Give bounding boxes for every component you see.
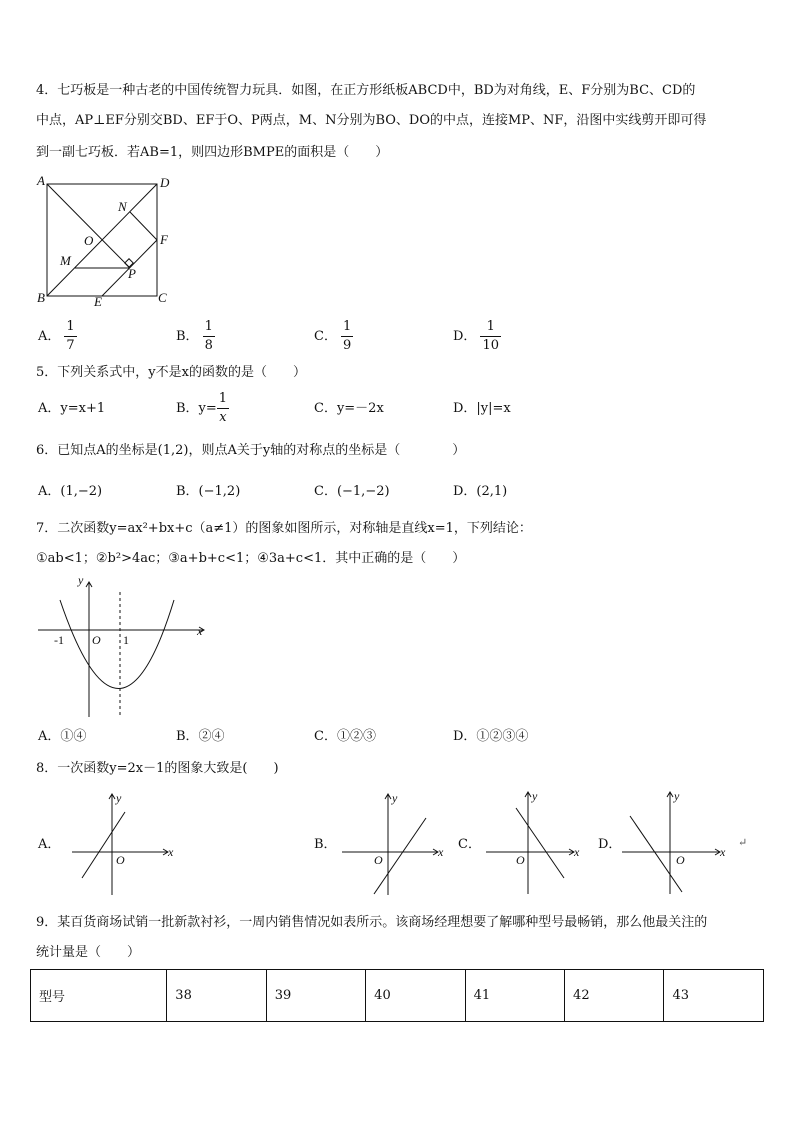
label-x: x: [720, 845, 726, 859]
fraction-numerator: 1: [480, 318, 501, 337]
graph-line: [516, 808, 564, 878]
q8-graph-d[interactable]: [620, 788, 730, 898]
q8-option-b-label[interactable]: B．: [314, 837, 337, 852]
label-d: D: [160, 175, 170, 190]
q8-graph-c[interactable]: [484, 788, 584, 898]
option-letter: D．: [453, 329, 477, 344]
fraction-numerator: 1: [341, 318, 353, 337]
graph-line: [82, 812, 125, 878]
segment-nf: [130, 212, 157, 240]
q7-option-c[interactable]: C．①②③: [314, 729, 376, 744]
fraction-denominator: 7: [66, 338, 75, 353]
q7-option-a[interactable]: A．①④: [38, 729, 87, 744]
q4-option-c[interactable]: [314, 318, 353, 355]
table-cell: 42: [565, 970, 664, 1022]
q5-option-d[interactable]: D．|y|=x: [453, 401, 511, 416]
label-one: 1: [123, 633, 129, 647]
q5-option-c[interactable]: C．y=－2x: [314, 401, 384, 416]
table-cell: 39: [266, 970, 365, 1022]
label-origin: O: [516, 853, 525, 867]
label-origin: O: [374, 853, 383, 867]
q9-stem-line-2: 统计量是（ ）: [36, 945, 141, 960]
q8-graph-a[interactable]: [70, 790, 180, 898]
option-letter: B．: [176, 329, 199, 344]
parabola-figure: [34, 572, 214, 722]
fraction-denominator: 8: [204, 338, 213, 353]
q4-stem-line-3: 到一副七巧板．若AB=1，则四边形BMPE的面积是（ ）: [36, 145, 389, 160]
label-a: A: [37, 173, 45, 188]
label-e: E: [94, 294, 102, 309]
table-row: [31, 970, 764, 1022]
label-f: F: [160, 232, 168, 247]
q8-option-c-label[interactable]: C．: [458, 837, 481, 852]
option-letter: C．: [314, 329, 337, 344]
q8-stem: 8．一次函数y=2x－1的图象大致是( ): [36, 761, 279, 776]
q7-option-d[interactable]: D．①②③④: [453, 729, 529, 744]
parabola-curve: [60, 600, 174, 689]
q4-stem-line-2: 中点，AP⊥EF分别交BD、EF于O、P两点，M、N分别为BO、DO的中点，连接MP、NF，沿图中实线剪开即可得: [36, 113, 707, 128]
label-x: x: [574, 845, 580, 859]
q5-option-a[interactable]: A．y=x+1: [38, 401, 106, 416]
table-cell: 43: [664, 970, 764, 1022]
q6-option-b[interactable]: B．(−1,2): [176, 484, 241, 499]
q4-stem-line-1: 4．七巧板是一种古老的中国传统智力玩具．如图，在正方形纸板ABCD中，BD为对角线，E、F分别为BC、CD的: [36, 83, 696, 98]
fraction-denominator: 9: [342, 338, 352, 353]
q6-option-a[interactable]: A．(1,−2): [38, 484, 103, 499]
table-cell: 38: [167, 970, 266, 1022]
q6-stem: 6．已知点A的坐标是(1,2)，则点A关于y轴的对称点的坐标是（ ）: [36, 443, 466, 458]
label-x: x: [197, 624, 203, 638]
label-origin: O: [92, 633, 101, 647]
label-x: x: [168, 845, 174, 859]
q7-option-b[interactable]: B．②④: [176, 729, 225, 744]
fraction-numerator: 1: [217, 390, 229, 409]
table-cell: 40: [366, 970, 465, 1022]
q6-option-d[interactable]: D．(2,1): [453, 484, 508, 499]
label-o: O: [84, 233, 94, 248]
label-y: y: [532, 789, 538, 803]
return-mark-icon: ↵: [738, 836, 748, 849]
label-y: y: [78, 573, 84, 587]
q7-stem-line-1: 7．二次函数y=ax²+bx+c（a≠1）的图象如图所示，对称轴是直线x=1，下列结论：: [36, 521, 532, 536]
tangram-figure: [30, 170, 190, 310]
q8-option-a-label[interactable]: A．: [38, 837, 61, 852]
label-x: x: [438, 845, 444, 859]
fraction-denominator: x: [219, 410, 227, 425]
label-p: P: [128, 266, 136, 281]
q4-option-d[interactable]: [453, 318, 501, 355]
label-c: C: [158, 290, 167, 305]
q4-option-b[interactable]: [176, 318, 215, 355]
q4-option-a[interactable]: [38, 318, 77, 355]
table-cell: 41: [465, 970, 564, 1022]
q8-graph-b[interactable]: [340, 790, 450, 898]
label-m: M: [60, 253, 71, 268]
label-origin: O: [676, 853, 685, 867]
label-neg1: -1: [54, 633, 64, 647]
label-y: y: [674, 789, 680, 803]
q5-option-b[interactable]: [176, 390, 229, 427]
label-origin: O: [116, 853, 125, 867]
label-y: y: [116, 791, 122, 805]
option-letter: A．: [38, 329, 61, 344]
label-y: y: [392, 791, 398, 805]
q7-stem-line-2: ①ab<1；②b²>4ac；③a+b+c<1；④3a+c<1．其中正确的是（ ）: [36, 551, 466, 566]
label-b: B: [37, 290, 45, 305]
option-text: B．y=: [176, 401, 217, 416]
label-n: N: [118, 199, 127, 214]
q9-stem-line-1: 9．某百货商场试销一批新款衬衫，一周内销售情况如表所示。该商场经理想要了解哪种型号最畅销，那么他最关注的: [36, 915, 708, 930]
fraction-numerator: 1: [64, 318, 76, 337]
graph-line: [630, 816, 682, 892]
q6-option-c[interactable]: C．(−1,−2): [314, 484, 390, 499]
fraction-numerator: 1: [203, 318, 215, 337]
fraction-denominator: 10: [482, 338, 499, 353]
table-header-cell: 型号: [31, 970, 167, 1022]
q8-option-d-label[interactable]: D．: [598, 837, 622, 852]
q5-stem: 5．下列关系式中，y不是x的函数的是（ ）: [36, 365, 306, 380]
size-table: [30, 969, 764, 1022]
